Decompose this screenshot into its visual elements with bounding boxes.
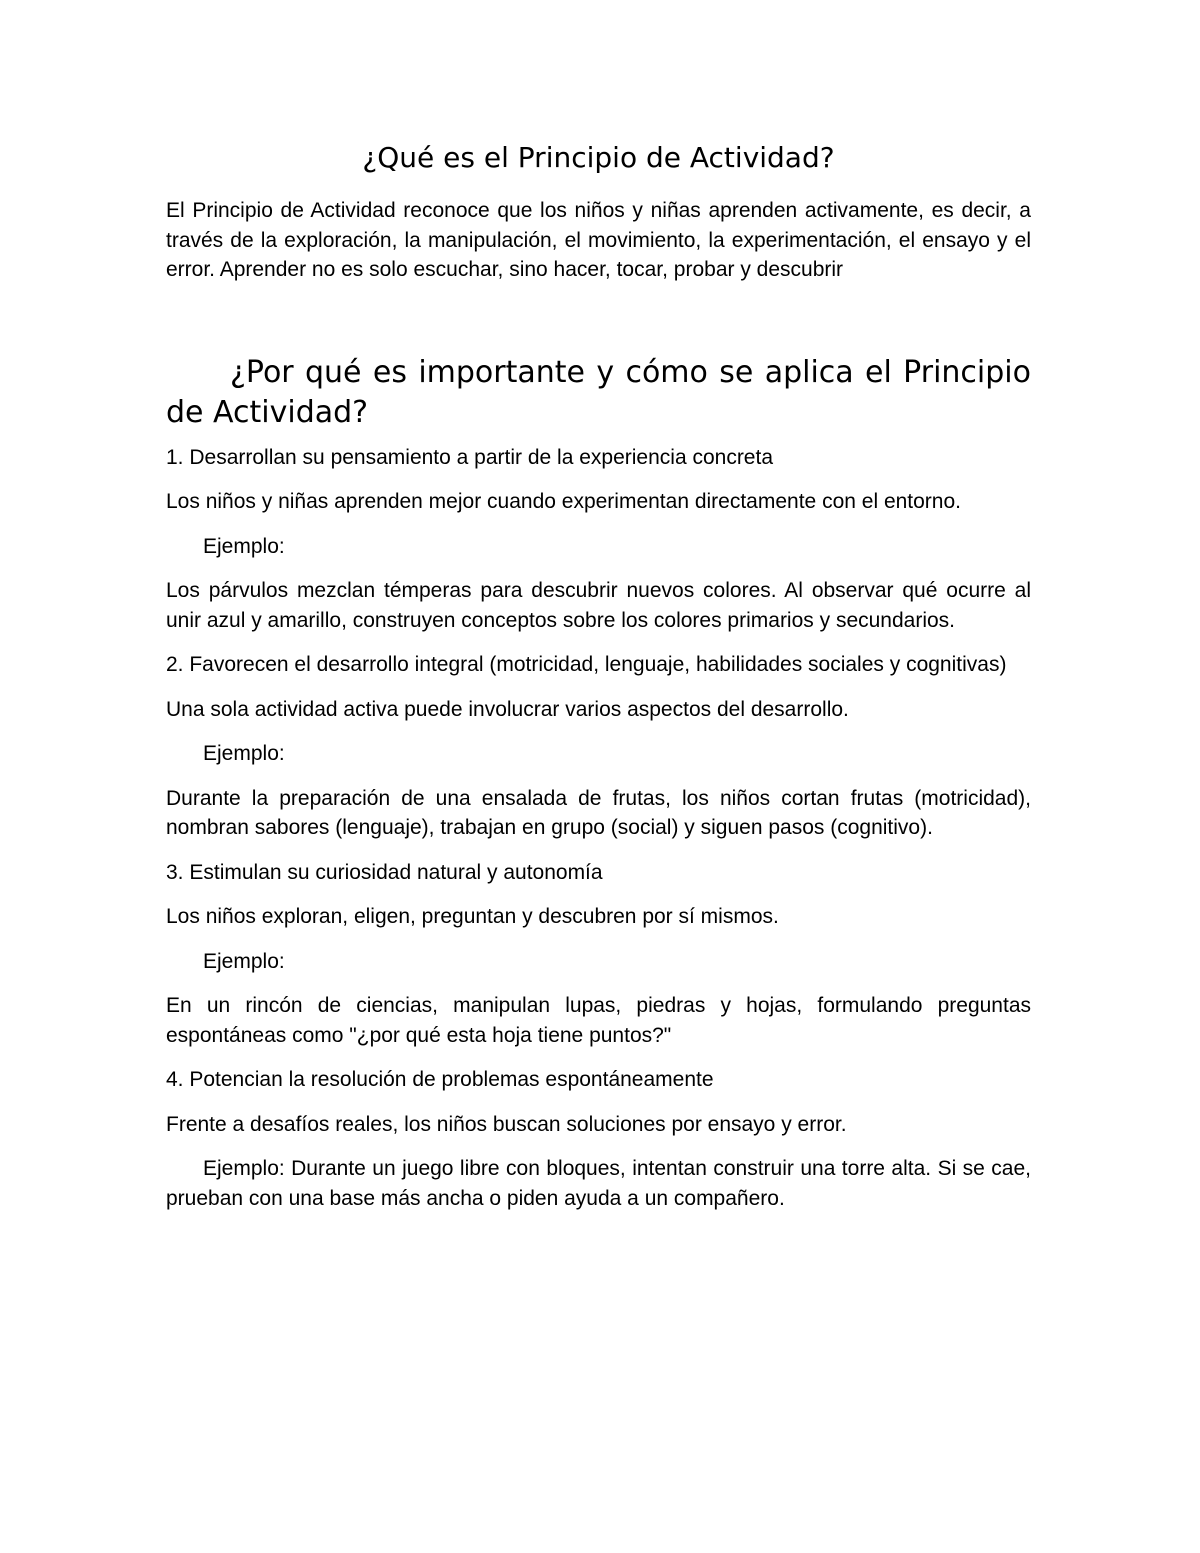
point-3-title: 3. Estimulan su curiosidad natural y autonomía xyxy=(166,860,603,884)
point-2-description: Una sola actividad activa puede involucrar varios aspectos del desarrollo. xyxy=(166,697,849,721)
intro-paragraph: El Principio de Actividad reconoce que los niños y niñas aprenden activamente, es decir, a través de la exploración, la manipulación, el movimiento, la experimentación, el ensayo y el error. Aprender no es solo escuchar, sino hacer, tocar, probar y descubrir xyxy=(166,199,1031,281)
point-3-description: Los niños exploran, eligen, preguntan y descubren por sí mismos. xyxy=(166,905,779,928)
page-title: ¿Qué es el Principio de Actividad? xyxy=(362,141,835,174)
point-1-example-text: Los párvulos mezclan témperas para descubrir nuevos colores. Al observar qué ocurre al unir azul y amarillo, construyen conceptos sobre los colores primarios y secundarios. xyxy=(166,579,1031,632)
point-3-example-text: En un rincón de ciencias, manipulan lupas, piedras y hojas, formulando preguntas espontáneas como "¿por qué esta hoja tiene puntos?" xyxy=(166,994,1031,1047)
document-page xyxy=(166,140,1031,1228)
point-4-description: Frente a desafíos reales, los niños buscan soluciones por ensayo y error. xyxy=(166,1112,847,1136)
point-4-example: Ejemplo: Durante un juego libre con bloques, intentan construir una torre alta. Si se cae, prueban con una base más ancha o piden ayuda a un compañero. xyxy=(166,1157,1031,1210)
point-2-title: 2. Favorecen el desarrollo integral (motricidad, lenguaje, habilidades sociales y cognitivas) xyxy=(166,653,1007,676)
point-1-description: Los niños y niñas aprenden mejor cuando experimentan directamente con el entorno. xyxy=(166,490,961,513)
point-1-title: 1. Desarrollan su pensamiento a partir de la experiencia concreta xyxy=(166,445,774,469)
section-heading: ¿Por qué es importante y cómo se aplica el Principio de Actividad? xyxy=(166,354,1031,430)
point-2-example-label: Ejemplo: xyxy=(203,742,285,765)
point-4-title: 4. Potencian la resolución de problemas espontáneamente xyxy=(166,1068,714,1091)
point-3-example-label: Ejemplo: xyxy=(203,949,285,973)
point-2-example-text: Durante la preparación de una ensalada de frutas, los niños cortan frutas (motricidad), nombran sabores (lenguaje), trabajan en grupo (social) y siguen pasos (cognitivo). xyxy=(166,786,1031,839)
point-1-example-label: Ejemplo: xyxy=(203,534,285,558)
